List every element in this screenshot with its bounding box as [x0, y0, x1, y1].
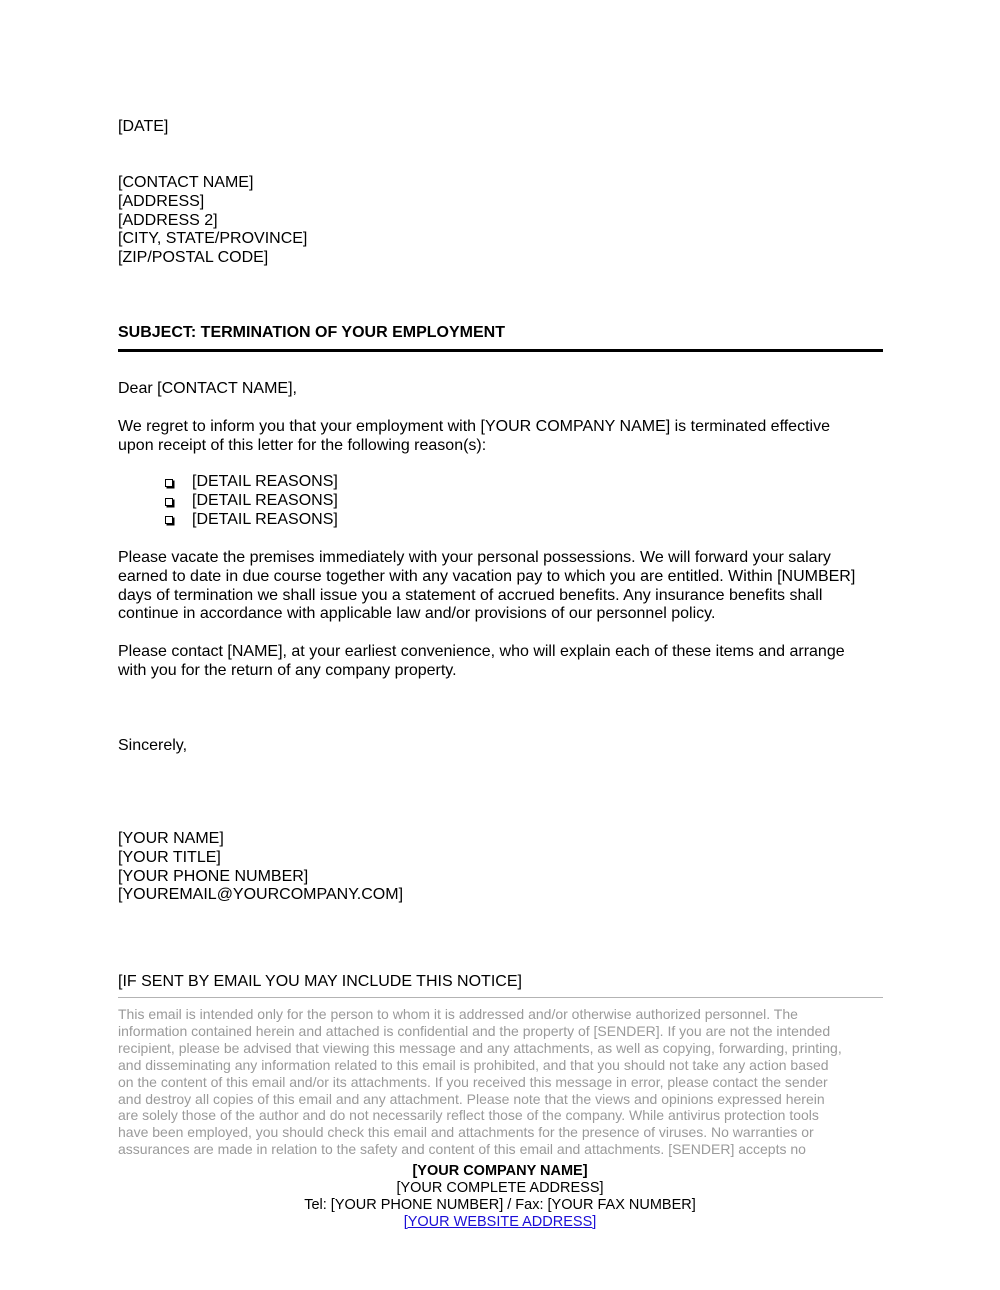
email-notice-heading — [118, 973, 883, 992]
closing-text: Sincerely, — [118, 737, 188, 754]
date-block — [118, 118, 883, 137]
checkbox-bullet-icon — [165, 479, 173, 487]
footer-website-link[interactable]: [YOUR WEBSITE ADDRESS] — [403, 1214, 597, 1230]
paragraph-line: earned to date in due course together with any vacation pay to which you are entitled. Within [NUMBER] — [118, 567, 856, 585]
disclaimer-line: assurances are made in relation to the safety and content of this email and attachments. [SENDER] accepts no — [118, 1141, 806, 1158]
paragraph-vacate-premises — [118, 549, 883, 624]
disclaimer-line: on the content of this email and/or its attachments. If you received this message in error, please contact the sender — [118, 1073, 828, 1090]
paragraph-line: days of termination we shall issue you a statement of accrued benefits. Any insurance benefits shall — [118, 586, 823, 604]
paragraph-line: We regret to inform you that your employment with [YOUR COMPANY NAME] is terminated effective — [118, 418, 830, 435]
email-disclaimer — [118, 1006, 883, 1158]
disclaimer-line: and destroy all copies of this email and any attachment. Please note that the views and opinions expressed herein — [118, 1090, 825, 1107]
disclaimer-line: are solely those of the author and do not necessarily reflect those of the company. While antivirus protection tools — [118, 1107, 819, 1124]
footer-contact: Tel: [YOUR PHONE NUMBER] / Fax: [YOUR FAX NUMBER] — [304, 1197, 696, 1213]
reason-item — [165, 492, 338, 511]
paragraph-line: Please vacate the premises immediately with your personal possessions. We will forward your salary — [118, 549, 831, 566]
recipient-name: [CONTACT NAME] — [118, 174, 254, 191]
recipient-address-line2: [ADDRESS 2] — [118, 211, 218, 229]
recipient-address — [118, 174, 883, 268]
salutation — [118, 380, 883, 399]
signature-email: [YOUREMAIL@YOURCOMPANY.COM] — [118, 886, 404, 904]
signature-title: [YOUR TITLE] — [118, 848, 221, 866]
disclaimer-line: have been employed, you should check this email and attachments for the presence of viruses. No warranties or — [118, 1124, 814, 1141]
company-footer — [0, 1163, 1000, 1231]
paragraph-line: upon receipt of this letter for the following reason(s): — [118, 436, 487, 454]
signature-block — [118, 830, 883, 905]
paragraph-line: Please contact [NAME], at your earliest convenience, who will explain each of these items and arrange — [118, 643, 845, 660]
footer-company-name: [YOUR COMPANY NAME] — [412, 1163, 588, 1179]
footer-address: [YOUR COMPLETE ADDRESS] — [396, 1180, 604, 1196]
disclaimer-line: information contained herein and attached is confidential and the property of [SENDER]. If you are not the intended — [118, 1022, 831, 1039]
reason-text: [DETAIL REASONS] — [192, 491, 338, 509]
disclaimer-line: and disseminating any information related to this email is prohibited, and that you should not take any action based — [118, 1056, 829, 1073]
checkbox-bullet-icon — [165, 516, 173, 524]
subject-text: SUBJECT: TERMINATION OF YOUR EMPLOYMENT — [118, 324, 505, 341]
salutation-text: Dear [CONTACT NAME], — [118, 380, 297, 397]
reason-text: [DETAIL REASONS] — [192, 510, 338, 528]
paragraph-line: with you for the return of any company property. — [118, 661, 457, 679]
reasons-list — [165, 473, 338, 529]
recipient-address-line1: [ADDRESS] — [118, 192, 205, 210]
reason-item — [165, 511, 338, 530]
signature-phone: [YOUR PHONE NUMBER] — [118, 867, 309, 885]
paragraph-line: continue in accordance with applicable law and/or provisions of our personnel policy. — [118, 605, 716, 623]
recipient-zip: [ZIP/POSTAL CODE] — [118, 249, 269, 267]
paragraph-termination-notice — [118, 418, 883, 456]
letter-date: [DATE] — [118, 118, 169, 135]
reason-text: [DETAIL REASONS] — [192, 473, 338, 490]
subject-line — [118, 324, 883, 343]
disclaimer-line: This email is intended only for the person to whom it is addressed and/or otherwise authorized personnel. The — [118, 1006, 798, 1022]
reason-item — [165, 473, 338, 492]
closing — [118, 737, 883, 756]
signature-name: [YOUR NAME] — [118, 830, 224, 847]
email-notice-heading-text: [IF SENT BY EMAIL YOU MAY INCLUDE THIS NOTICE] — [118, 973, 522, 990]
checkbox-bullet-icon — [165, 498, 173, 506]
disclaimer-line: recipient, please be advised that viewing this message and any attachments, as well as copying, forwarding, printing, — [118, 1039, 842, 1056]
paragraph-contact — [118, 643, 883, 681]
recipient-city-state: [CITY, STATE/PROVINCE] — [118, 230, 308, 248]
notice-divider — [118, 997, 883, 998]
subject-divider — [118, 349, 883, 352]
